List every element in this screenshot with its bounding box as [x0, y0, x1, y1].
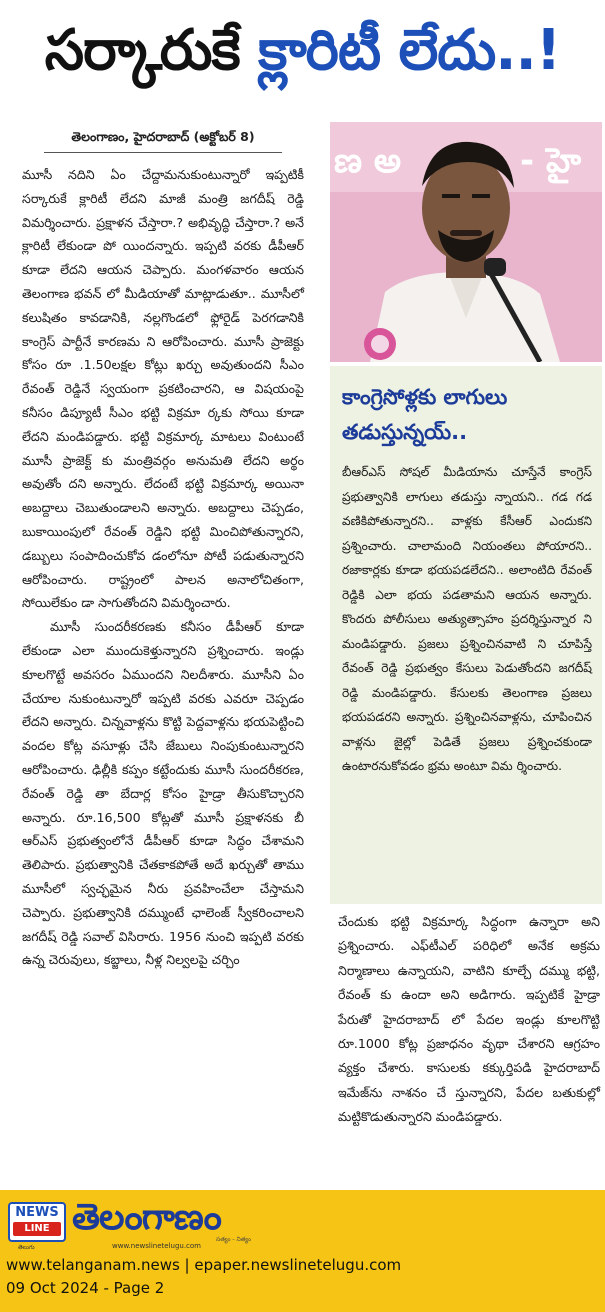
backdrop-text-left: ణ అ — [334, 141, 402, 181]
footer-bar — [0, 1190, 605, 1312]
newsline-logo — [8, 1202, 66, 1242]
backdrop-text-right: - హై — [520, 141, 582, 181]
headline — [0, 0, 605, 112]
speaker-illustration — [330, 122, 602, 362]
sidebar-text: బీఆర్ఎస్ సోషల్ మీడియాను చూస్తేనే కాంగ్రెస్ ప్రభుత్వానికి లాగులు తడుస్తు న్నాయని.. గడ గడ వణికిపోతున్నారని.. వాళ్లకు కేసీఆర్ ఎందుకని ప్రశ్నించారు. చాలామంది నియంతలు పోయారని.. రజాకార్లకు కూడా భయపడలేదని.. అలాంటిది రేవంత్ రెడ్డికి ఎలా భయ పడతామని ఆయన అన్నారు. కొందరు పోలీసులు అత్యుత్సాహం ప్రదర్శిస్తున్నార ని మండిపడ్డారు. ప్రజలు ప్రశ్నించినవాటి ని చూపిస్తే రేవంత్ రెడ్డి ప్రభుత్వం కేసులు పెడుతోందని జగదీష్ రెడ్డి మండిపడ్డారు. కేసులకు తెలంగాణ ప్రజలు భయపడరని అన్నారు. ప్రశ్నించినవాళ్లను, చూపించిన వాళ్లను జైల్లో పెడితే ప్రజలు ప్రశ్నించకుండా ఉంటారనుకోవడం భ్రమ అంటూ విమ ర్శించారు. — [342, 465, 592, 773]
headline-part-2: క్లారిటీ లేదు..! — [258, 18, 561, 83]
brand-website[interactable]: www.newslinetelugu.com — [112, 1242, 201, 1250]
logo-line-text: LINE — [13, 1222, 61, 1236]
dateline: తెలంగాణం, హైదరాబాద్ (అక్టోబర్ 8) — [71, 129, 255, 144]
speaker-photo — [330, 122, 602, 362]
brand-tagline: సత్యం - నిత్యం — [216, 1236, 251, 1243]
article-paragraph-2: మూసీ సుందరీకరణకు కనీసం డీపీఆర్ కూడా లేకుండా ఎలా ముందుకెళ్తున్నారని ప్రశ్నించారు. ఇండ్లు కూలగొట్టే అవసరం ఏముందని నిలదీశారు. మూసీని ఏం చేయాల నుకుంటున్నారో ఇప్పటి వరకు ఎవరూ చెప్పడం లేదని అన్నారు. చిన్నవాళ్లను కొట్టి పెద్దవాళ్లను భయపెట్టించి వందల కోట్ల వసూళ్లు చేసి జేబులు నింపుకుంటున్నారని ఆరోపించారు. ఢిల్లీకి కప్పం కట్టేందుకు మూసీ సుందరీకరణ, రేవంత్ రెడ్డి తా బేదార్ల కోసం హైడ్రా తీసుకొచ్చారని అన్నారు. రూ.16,500 కోట్లతో మూసీ ప్రక్షాళనకు బీ ఆర్ఎస్ ప్రభుత్వంలోనే డీపీఆర్ కూడా సిద్ధం చేశామని తెలిపారు. ప్రభుత్వానికి చేతకాకపోతే అదే ఖర్చుతో తాము మూసీలో స్వచ్ఛమైన నీరు ప్రవహించేలా చేస్తామని చెప్పారు. ప్రభుత్వానికి దమ్ముంటే ఛాలెంజ్ స్వీకరించాలని జగదీష్ రెడ్డి సవాల్ విసిరారు. 1956 నుంచి ఇప్పటి వరకు ఉన్న చెరువులు, కబ్జాలు, నీళ్ల నిల్వలపై చర్చిం — [22, 619, 304, 968]
logo-subtitle: తెలుగు — [18, 1244, 35, 1251]
telanganam-brand: తెలంగాణం — [72, 1197, 221, 1238]
logo-news-text: NEWS — [15, 1205, 59, 1220]
footer-links[interactable]: www.telanganam.news | epaper.newslinetelugu.com — [6, 1256, 402, 1274]
footer-date-page: 09 Oct 2024 - Page 2 — [6, 1279, 165, 1297]
article-paragraph-1: మూసీ నదిని ఏం చేద్దామనుకుంటున్నారో ఇప్పటికీ సర్కారుకే క్లారిటీ లేదని మాజీ మంత్రి జగదీష్ రెడ్డి విమర్శించారు. ప్రక్షాళన చేస్తారా.? అభివృద్ధి చేస్తారా.? అనే క్లారిటీ లేకుండా పో యిందన్నారు. ఇప్పటి వరకు డీపీఆర్ కూడా లేదని ఆయన చెప్పారు. మంగళవారం ఆయన తెలంగాణ భవన్ లో మీడియాతో మాట్లాడుతూ.. మూసీలో కలుషితం కావడానికి, నల్లగొండలో ఫ్లోరైడ్ పెరగడానికి కాంగ్రెస్ పార్టీనే కారణమ ని ఆరోపించారు. మూసీ ప్రాజెక్టు కోసం రూ .1.50లక్షల కోట్లు ఖర్చు అవుతుందని సీఎం రేవంత్ రెడ్డినే స్వయంగా ప్రకటించారని, ఆ విషయంపై కనీసం డిప్యూటీ సీఎం భట్టి విక్రమా ర్కకు సోయి కూడా లేదని మండిపడ్డారు. భట్టి విక్రమార్క మాటలు వింటుంటే మూసీ ప్రాజెక్ట్ కు మంత్రివర్గం అనుమతి లేదని అర్థం అవుతోం దని అన్నారు. లేదంటే భట్టి విక్రమార్క అయినా అబద్దాలు చెబుతుండాలని అన్నారు. అబద్దాలు చెప్పడం, బుకాయింపులో రేవంత్ రెడ్డిని భట్టి మించిపోతున్నారని, డబ్బులు సంపాదించుకోవ డంలోనూ పోటీ పడుతున్నారని ఆరోపించారు. రాష్ట్రంలో పాలన అనాలోచితంగా, సోయిలేకుం డా సాగుతోందని విమర్శించారు. — [22, 167, 304, 611]
sidebar-title: కాంగ్రెసోళ్లకు లాగులు తడుస్తున్నయ్.. — [342, 385, 508, 444]
article-left-column — [22, 120, 304, 972]
article-continuation: చేందుకు భట్టి విక్రమార్క సిద్ధంగా ఉన్నారా అని ప్రశ్నించారు. ఎఫ్‌టీఎల్ పరిధిలో అనేక అక్రమ నిర్మాణాలు ఉన్నాయని, వాటిని కూల్చే దమ్ము భట్టి, రేవంత్ కు ఉందా అని అడిగారు. ఇప్పటికే హైడ్రా పేరుతో హైదరాబాద్ లో పేదల ఇండ్లు కూలగొట్టి రూ.1000 కోట్ల ప్రజాధనం వృథా చేశారని ఆగ్రహం వ్యక్తం చేశారు. కాసులకు కక్కుర్తిపడి హైదరాబాద్ ఇమేజ్‌ను నాశనం చే స్తున్నారని, పేదల బతుకుల్లో మట్టికొడుతున్నారని మండిపడ్డారు. — [338, 914, 600, 1125]
dateline-wrapper — [44, 120, 282, 153]
headline-part-1: సర్కారుకే — [44, 18, 259, 83]
sidebar-box — [330, 366, 602, 904]
